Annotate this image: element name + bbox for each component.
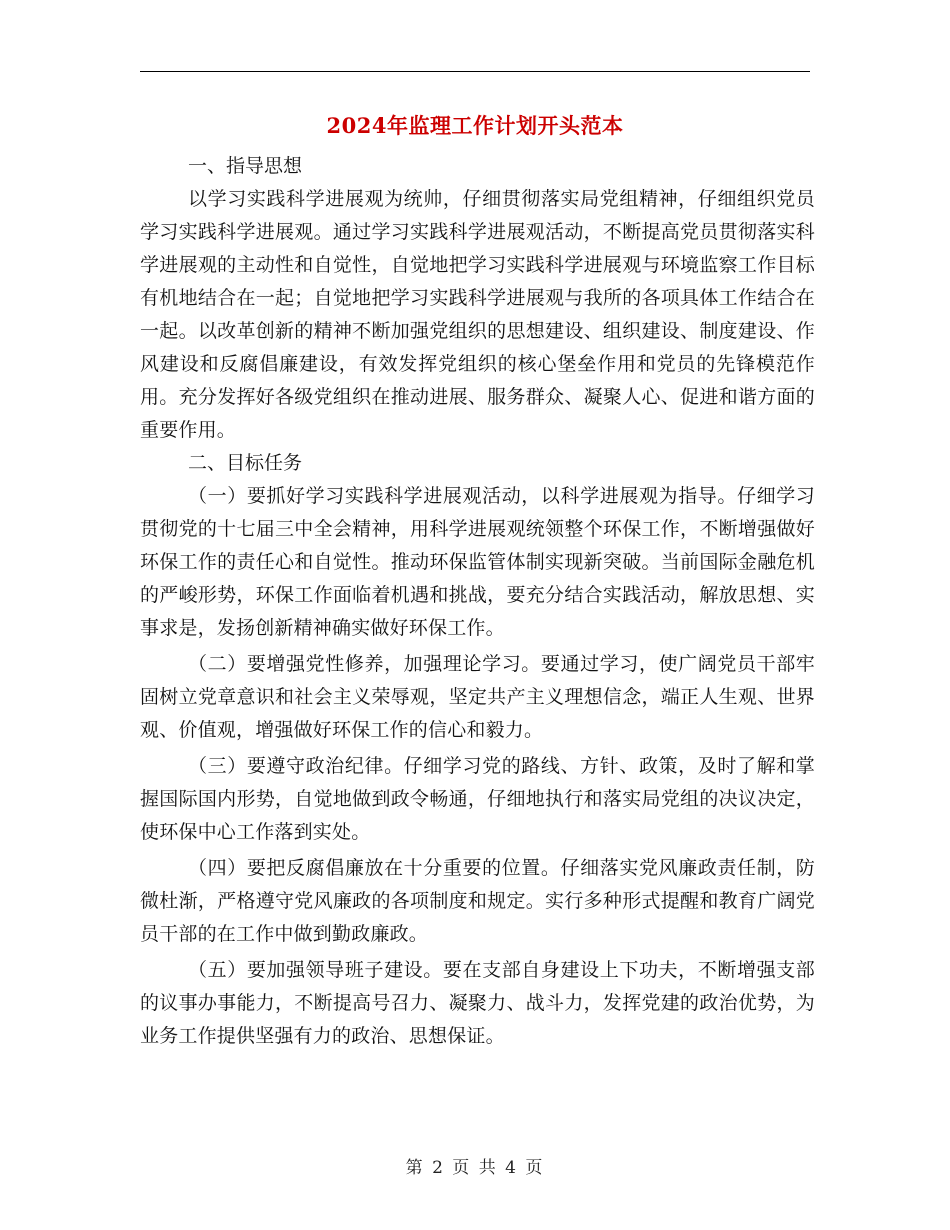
section-heading: 二、目标任务 <box>188 452 303 474</box>
section-heading: 一、指导思想 <box>188 155 303 177</box>
paragraph: （四）要把反腐倡廉放在十分重要的位置。仔细落实党风廉政责任制，防微杜渐，严格遵守党风廉政的各项制度和规定。实行多种形式提醒和教育广阔党员干部的在工作中做到勤政廉政。 <box>140 857 815 945</box>
paragraph: 以学习实践科学进展观为统帅，仔细贯彻落实局党组精神，仔细组织党员学习实践科学进展观。通过学习实践科学进展观活动，不断提高党员贯彻落实科学进展观的主动性和自觉性，自觉地把学习实践科学进展观与环境监察工作目标有机地结合在一起；自觉地把学习实践科学进展观与我所的各项具体工作结合在一起。以改革创新的精神不断加强党组织的思想建设、组织建设、制度建设、作风建设和反腐倡廉建设，有效发挥党组织的核心堡垒作用和党员的先锋模范作用。充分发挥好各级党组织在推动进展、服务群众、凝聚人心、促进和谐方面的重要作用。 <box>140 188 815 441</box>
paragraph: （二）要增强党性修养，加强理论学习。要通过学习，使广阔党员干部牢固树立党章意识和社会主义荣辱观，坚定共产主义理想信念，端正人生观、世界观、价值观，增强做好环保工作的信心和毅力。 <box>140 653 815 741</box>
paragraph: （五）要加强领导班子建设。要在支部自身建设上下功夫，不断增强支部的议事办事能力，不断提高号召力、凝聚力、战斗力，发挥党建的政治优势，为业务工作提供坚强有力的政治、思想保证。 <box>140 959 815 1047</box>
document-body <box>140 150 815 1053</box>
page-number-footer: 第 2 页 共 4 页 <box>405 1158 545 1178</box>
header-rule <box>140 71 810 72</box>
paragraph: （一）要抓好学习实践科学进展观活动，以科学进展观为指导。仔细学习贯彻党的十七届三中全会精神，用科学进展观统领整个环保工作，不断增强做好环保工作的责任心和自觉性。推动环保监管体制实现新突破。当前国际金融危机的严峻形势，环保工作面临着机遇和挑战，要充分结合实践活动，解放思想、实事求是，发扬创新精神确实做好环保工作。 <box>140 485 815 639</box>
paragraph: （三）要遵守政治纪律。仔细学习党的路线、方针、政策，及时了解和掌握国际国内形势，自觉地做到政令畅通，仔细地执行和落实局党组的决议决定，使环保中心工作落到实处。 <box>140 755 815 843</box>
document-title: 2024年监理工作计划开头范本 <box>326 113 624 138</box>
